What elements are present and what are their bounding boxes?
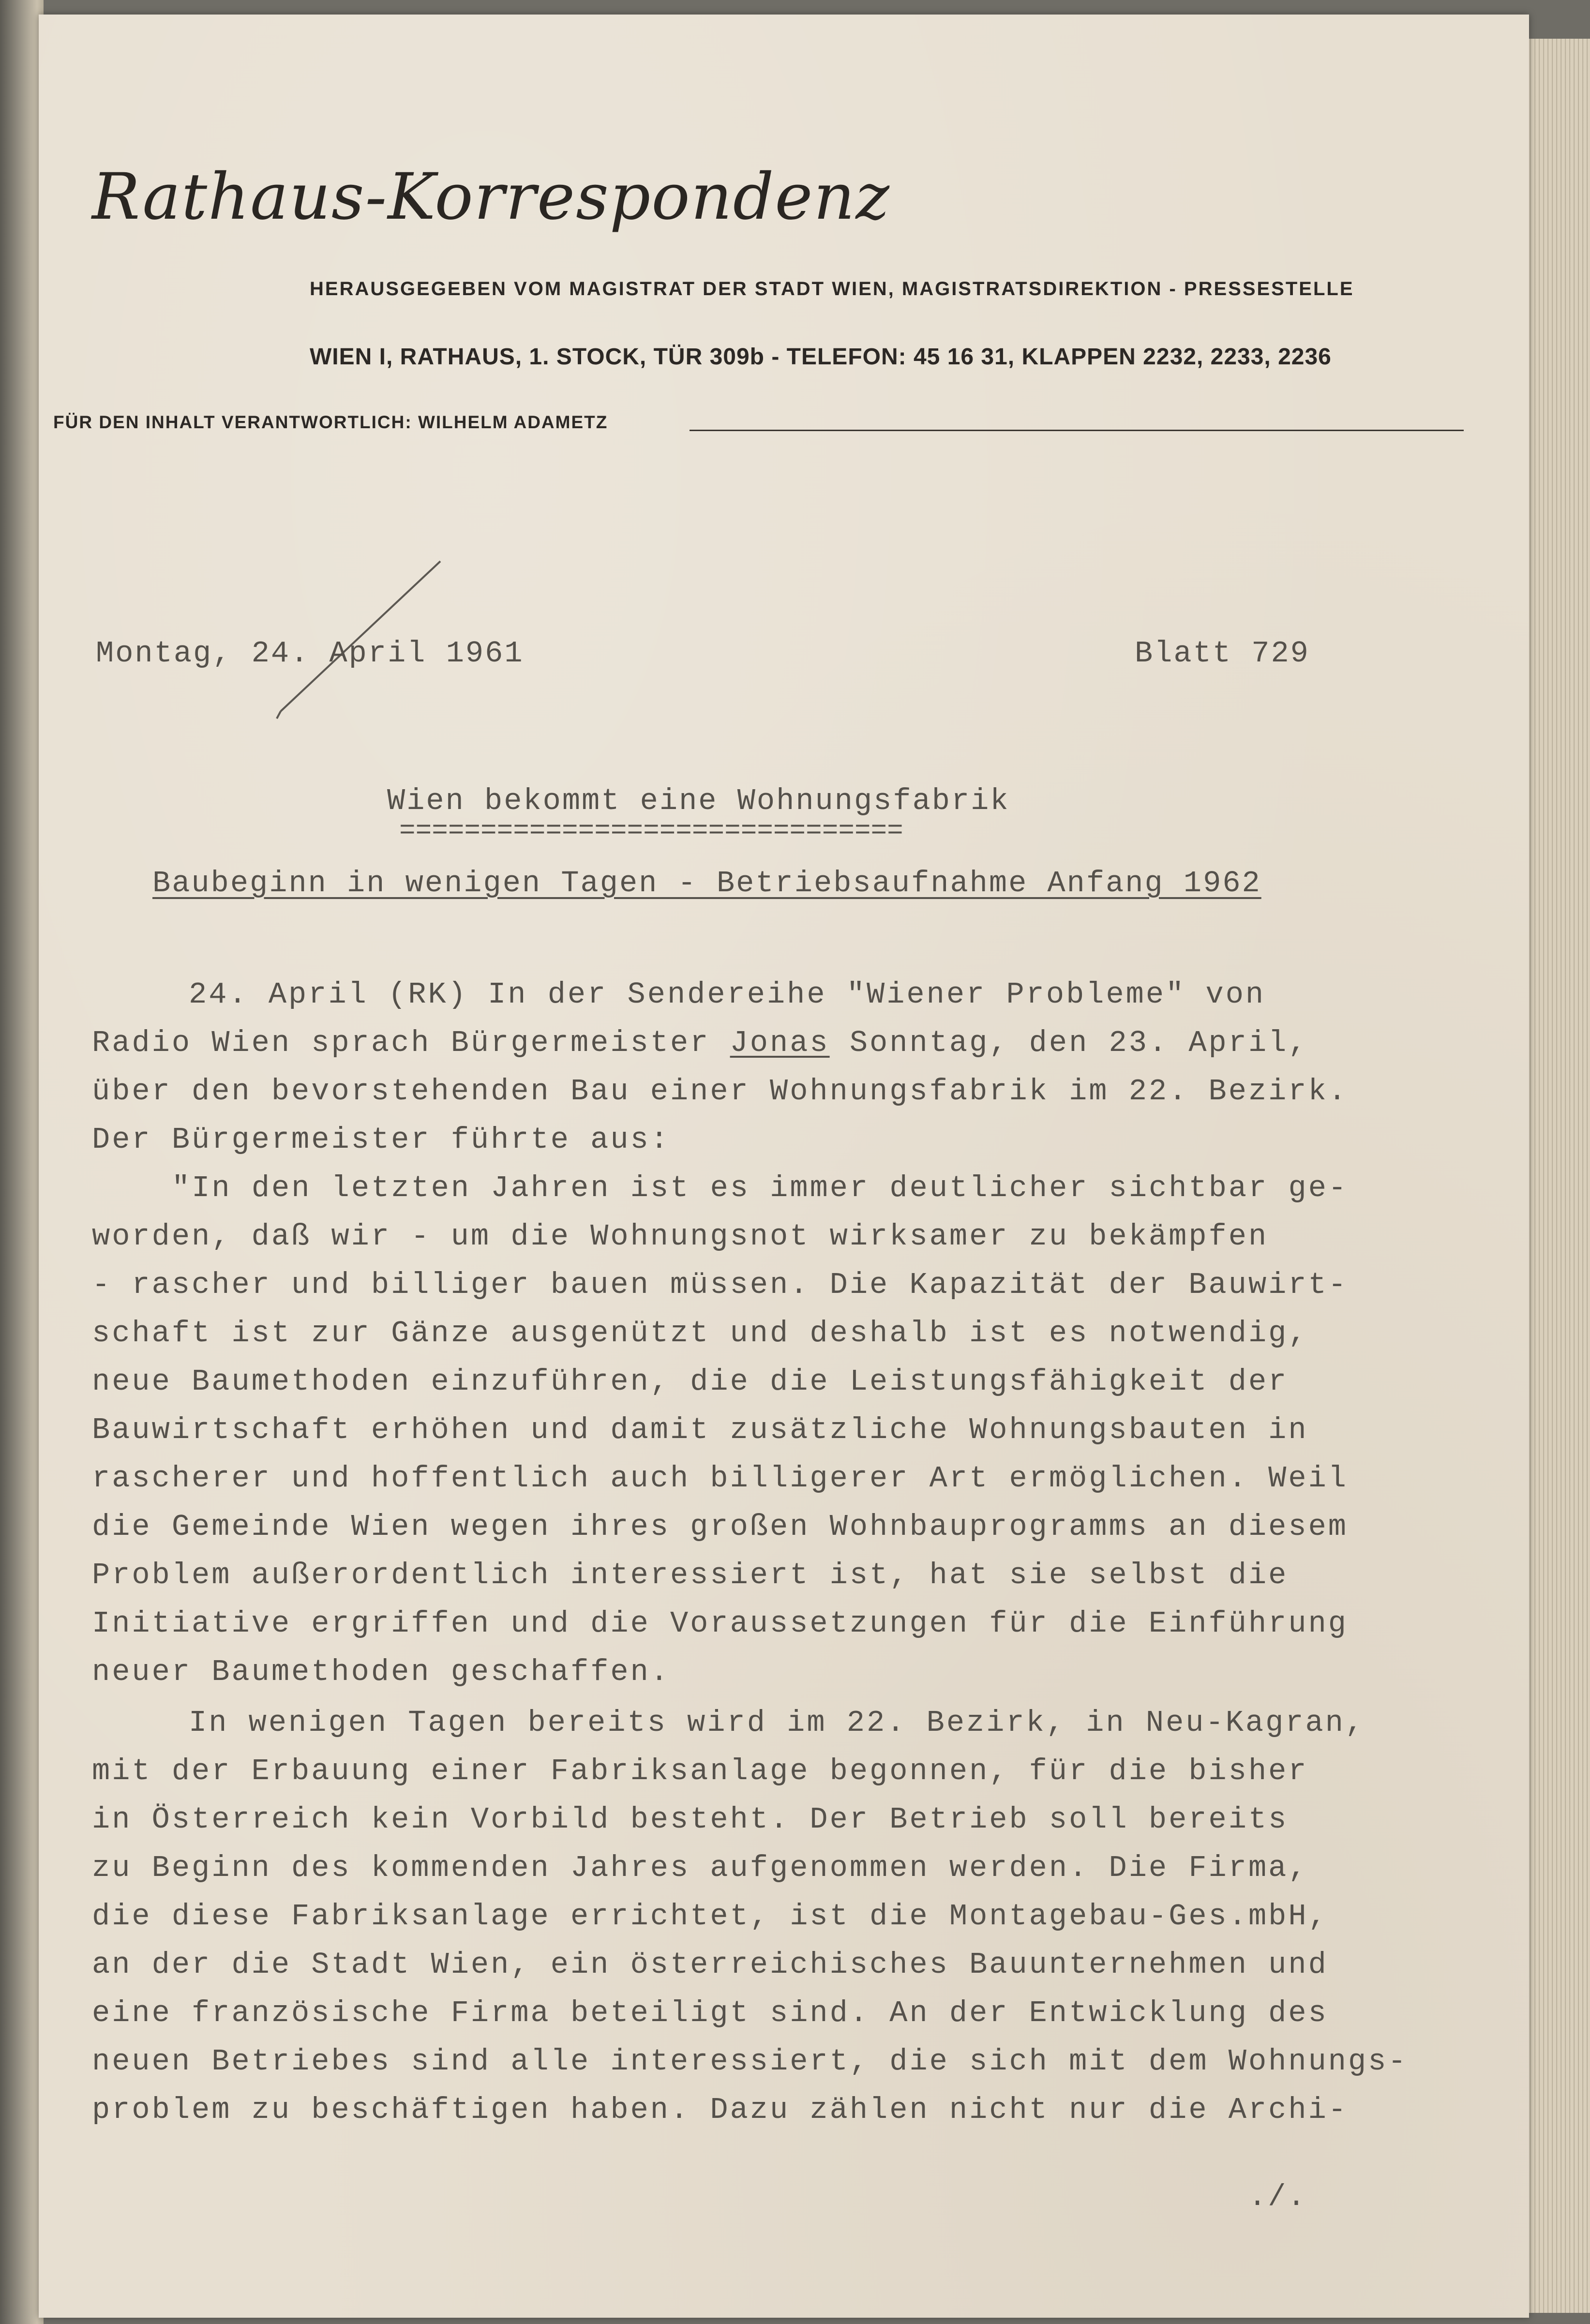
body-line <box>92 1026 1308 1060</box>
body-line: über den bevorstehenden Bau einer Wohnungsfabrik im 22. Bezirk. <box>92 1074 1348 1109</box>
body-line: problem zu beschäftigen haben. Dazu zählen nicht nur die Archi- <box>92 2093 1348 2127</box>
sheet-number: Blatt 729 <box>1135 636 1310 671</box>
body-line: neue Baumethoden einzuführen, die die Leistungsfähigkeit der <box>92 1364 1289 1399</box>
subheadline: Baubeginn in wenigen Tagen - Betriebsaufnahme Anfang 1962 <box>152 866 1261 900</box>
body-line: "In den letzten Jahren ist es immer deutlicher sichtbar ge- <box>172 1171 1349 1205</box>
body-line: an der die Stadt Wien, ein österreichisches Bauunternehmen und <box>92 1948 1328 1982</box>
publisher-line: HERAUSGEGEBEN VOM MAGISTRAT DER STADT WIEN, MAGISTRATSDIREKTION - PRESSESTELLE <box>310 278 1354 300</box>
binding-gutter <box>0 0 44 2324</box>
body-line: schaft ist zur Gänze ausgenützt und deshalb ist es notwendig, <box>92 1316 1308 1350</box>
body-line: die Gemeinde Wien wegen ihres großen Wohnbauprogramms an diesem <box>92 1510 1348 1544</box>
body-line: In wenigen Tagen bereits wird im 22. Bezirk, in Neu-Kagran, <box>189 1706 1365 1740</box>
document-page <box>39 15 1529 2318</box>
page-stack-edges <box>1527 39 1590 2313</box>
body-line: worden, daß wir - um die Wohnungsnot wirksamer zu bekämpfen <box>92 1219 1269 1254</box>
headline-double-rule: =============================== <box>399 815 903 846</box>
body-line: zu Beginn des kommenden Jahres aufgenommen werden. Die Firma, <box>92 1851 1308 1885</box>
text-run: Sonntag, den 23. April, <box>829 1026 1308 1060</box>
underlined-name: Jonas <box>730 1026 830 1060</box>
body-line: Bauwirtschaft erhöhen und damit zusätzliche Wohnungsbauten in <box>92 1413 1308 1447</box>
body-line: Initiative ergriffen und die Voraussetzungen für die Einführung <box>92 1606 1348 1641</box>
body-line: - rascher und billiger bauen müssen. Die Kapazität der Bauwirt- <box>92 1268 1348 1302</box>
address-line: WIEN I, RATHAUS, 1. STOCK, TÜR 309b - TELEFON: 45 16 31, KLAPPEN 2232, 2233, 2236 <box>310 344 1332 370</box>
body-line: in Österreich kein Vorbild besteht. Der Betrieb soll bereits <box>92 1802 1289 1837</box>
body-line: neuer Baumethoden geschaffen. <box>92 1655 670 1689</box>
masthead-rule <box>690 430 1464 431</box>
text-run: Radio Wien sprach Bürgermeister <box>92 1026 730 1060</box>
body-line: die diese Fabriksanlage errichtet, ist die Montagebau-Ges.mbH, <box>92 1899 1328 1934</box>
responsible-line: FÜR DEN INHALT VERANTWORTLICH: WILHELM ADAMETZ <box>53 412 608 432</box>
body-line: mit der Erbauung einer Fabriksanlage begonnen, für die bisher <box>92 1754 1308 1788</box>
body-line: Der Bürgermeister führte aus: <box>92 1123 670 1157</box>
body-line: Problem außerordentlich interessiert ist, hat sie selbst die <box>92 1558 1289 1592</box>
dateline: Montag, 24. April 1961 <box>96 636 524 671</box>
continuation-mark: ./. <box>1248 2180 1307 2214</box>
body-line: rascherer und hoffentlich auch billigerer Art ermöglichen. Weil <box>92 1461 1348 1496</box>
body-line: eine französische Firma beteiligt sind. An der Entwicklung des <box>92 1996 1328 2030</box>
headline: Wien bekommt eine Wohnungsfabrik <box>387 784 1010 818</box>
body-line: neuen Betriebes sind alle interessiert, die sich mit dem Wohnungs- <box>92 2044 1408 2079</box>
body-line: 24. April (RK) In der Sendereihe "Wiener Probleme" von <box>189 977 1266 1012</box>
masthead-title: Rathaus-Korrespondenz <box>92 160 890 234</box>
